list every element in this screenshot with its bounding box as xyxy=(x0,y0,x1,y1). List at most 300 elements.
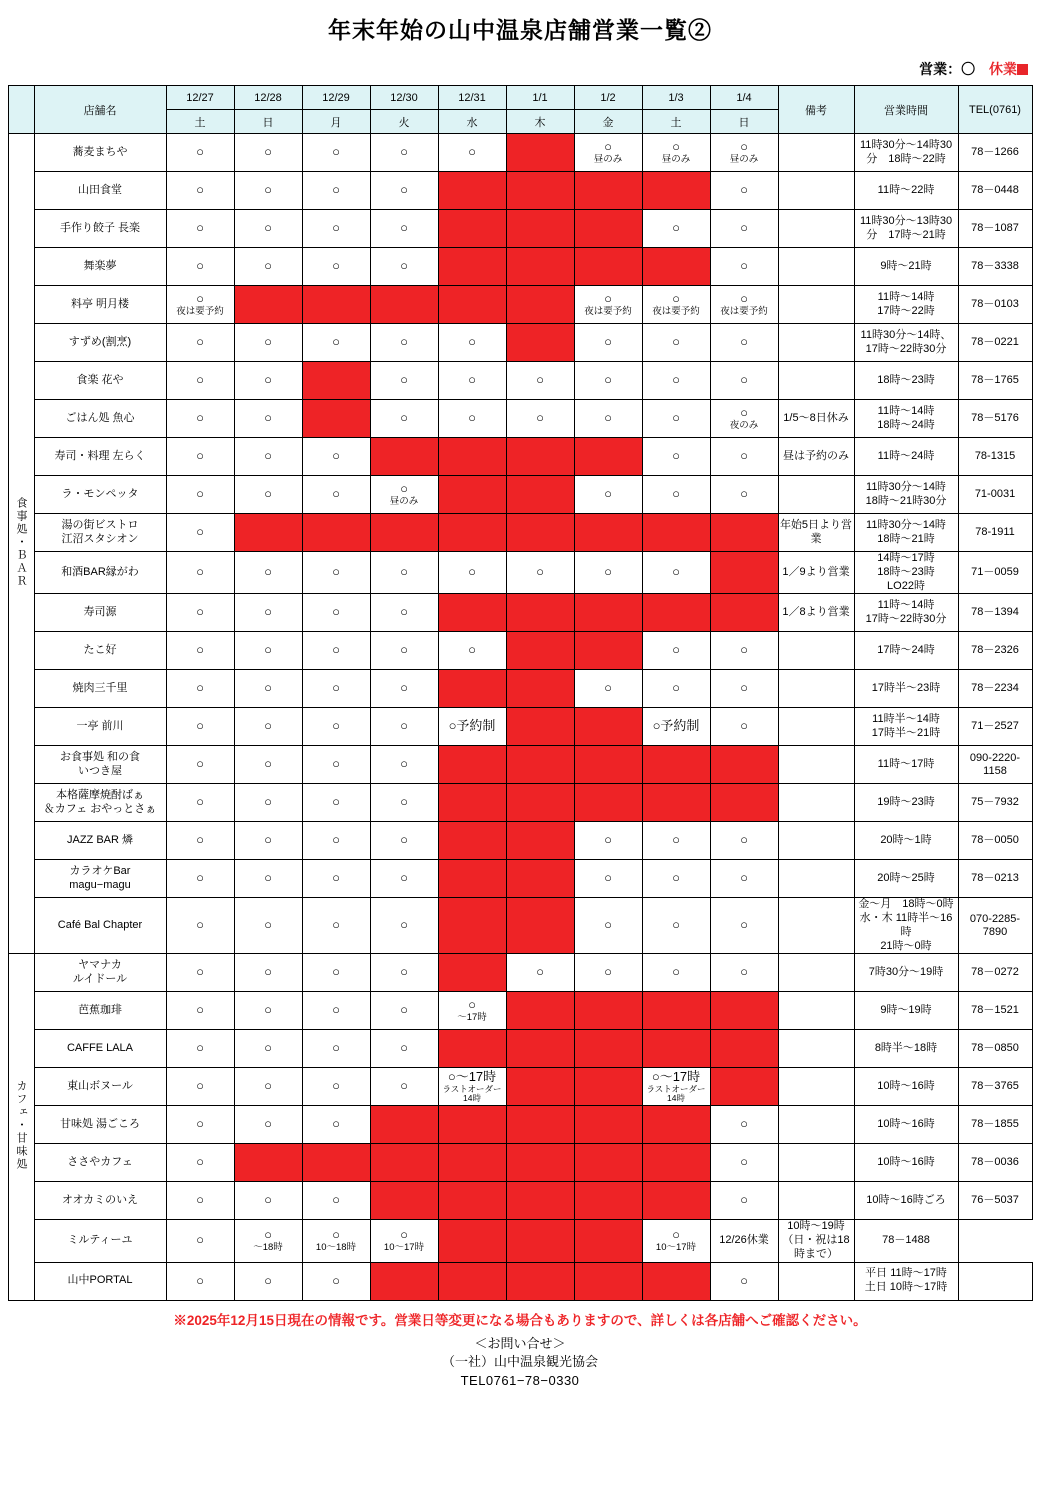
hours-cell: 11時半〜14時 17時半〜21時 xyxy=(854,708,958,746)
status-open: ○ xyxy=(166,1220,234,1262)
status-open: ○ xyxy=(370,134,438,172)
hours-cell: 9時〜19時 xyxy=(854,992,958,1030)
status-closed xyxy=(506,708,574,746)
status-open: ○ xyxy=(166,594,234,632)
status-closed xyxy=(506,1262,574,1300)
status-closed xyxy=(438,286,506,324)
table-row xyxy=(8,324,1032,362)
status-closed xyxy=(302,362,370,400)
shop-name-cell: 料亭 明月楼 xyxy=(34,286,166,324)
status-open: ○ xyxy=(234,670,302,708)
table-row xyxy=(8,822,1032,860)
status-closed xyxy=(574,514,642,552)
status-open: ○ 夜は要予約 xyxy=(166,286,234,324)
remark-cell xyxy=(778,476,854,514)
hours-cell: 20時〜1時 xyxy=(854,822,958,860)
table-row xyxy=(8,708,1032,746)
tel-cell: 78－2234 xyxy=(958,670,1032,708)
status-closed xyxy=(642,248,710,286)
status-open: ○ xyxy=(234,1262,302,1300)
business-hours-table xyxy=(8,85,1033,1301)
status-closed xyxy=(438,210,506,248)
tel-cell: 78－0103 xyxy=(958,286,1032,324)
remark-cell xyxy=(778,1030,854,1068)
status-open: ○ xyxy=(370,670,438,708)
header-date-2: 12/28 xyxy=(234,86,302,110)
status-open: ○ xyxy=(506,400,574,438)
table-row xyxy=(8,954,1032,992)
status-open: ○ xyxy=(234,1106,302,1144)
tel-cell: 78－1266 xyxy=(958,134,1032,172)
hours-cell: 11時〜24時 xyxy=(854,438,958,476)
status-open: ○ xyxy=(166,784,234,822)
status-closed xyxy=(438,1106,506,1144)
status-open: ○ xyxy=(642,860,710,898)
category-label-2: カフェ・甘味処 xyxy=(8,954,34,1300)
remark-cell: 1／9より営業 xyxy=(778,552,854,594)
tel-cell: 78－0050 xyxy=(958,822,1032,860)
status-open: ○ xyxy=(642,324,710,362)
shop-name-cell: 甘味処 湯ごころ xyxy=(34,1106,166,1144)
shop-name-cell: カラオケBar magu−magu xyxy=(34,860,166,898)
status-open: ○ xyxy=(166,1106,234,1144)
status-open: ○ xyxy=(302,670,370,708)
status-closed xyxy=(574,1220,642,1262)
table-row xyxy=(8,746,1032,784)
status-open: ○ xyxy=(166,954,234,992)
status-open: ○ xyxy=(166,476,234,514)
tel-cell: 78－0448 xyxy=(958,172,1032,210)
status-open: ○ xyxy=(302,898,370,954)
header-date-3: 12/29 xyxy=(302,86,370,110)
status-open: ○ xyxy=(574,822,642,860)
shop-name-cell: ささやカフェ xyxy=(34,1144,166,1182)
shop-name-cell: 山中PORTAL xyxy=(34,1262,166,1300)
status-closed xyxy=(506,784,574,822)
shop-name-cell: 和酒BAR縁がわ xyxy=(34,552,166,594)
status-open: ○ xyxy=(166,248,234,286)
status-open: ○ xyxy=(574,954,642,992)
status-closed xyxy=(506,670,574,708)
status-closed xyxy=(710,594,778,632)
status-open: ○ xyxy=(710,954,778,992)
status-closed xyxy=(438,898,506,954)
status-closed xyxy=(710,1030,778,1068)
status-open: ○ xyxy=(370,324,438,362)
status-closed xyxy=(642,784,710,822)
tel-cell: 71－0059 xyxy=(958,552,1032,594)
status-open: ○ xyxy=(370,594,438,632)
tel-cell xyxy=(958,1262,1032,1300)
table-row xyxy=(8,860,1032,898)
hours-cell: 11時〜14時 17時〜22時30分 xyxy=(854,594,958,632)
status-closed xyxy=(506,514,574,552)
status-closed xyxy=(506,1106,574,1144)
status-open: ○ 夜のみ xyxy=(710,400,778,438)
remark-cell xyxy=(778,248,854,286)
status-open: ○ xyxy=(302,476,370,514)
status-open: ○ xyxy=(234,632,302,670)
status-open: ○ xyxy=(370,784,438,822)
legend-closed-label: 休業 xyxy=(989,61,1028,77)
table-row xyxy=(8,476,1032,514)
header-dow-4: 火 xyxy=(370,110,438,134)
status-open: ○ xyxy=(642,438,710,476)
status-closed xyxy=(506,860,574,898)
status-open: ○ xyxy=(438,134,506,172)
status-closed xyxy=(574,1030,642,1068)
status-open: ○ xyxy=(710,476,778,514)
status-open: ○ xyxy=(234,746,302,784)
tel-cell: 78－5176 xyxy=(958,400,1032,438)
table-row xyxy=(8,992,1032,1030)
table-row xyxy=(8,210,1032,248)
status-open: ○ xyxy=(166,898,234,954)
status-open: ○ xyxy=(370,632,438,670)
status-open: ○ xyxy=(234,1030,302,1068)
status-closed xyxy=(438,438,506,476)
status-closed xyxy=(506,1220,574,1262)
status-open: ○ xyxy=(166,708,234,746)
header-date-9: 1/4 xyxy=(710,86,778,110)
status-open: ○ xyxy=(166,1182,234,1220)
status-open: ○ xyxy=(574,552,642,594)
shop-name-cell: 一亭 前川 xyxy=(34,708,166,746)
status-open: ○ xyxy=(166,362,234,400)
status-closed xyxy=(642,746,710,784)
status-open: ○ xyxy=(370,860,438,898)
status-open: ○ xyxy=(642,632,710,670)
shop-name-cell: 湯の街ビストロ 江沼スタシオン xyxy=(34,514,166,552)
status-open: ○ xyxy=(370,898,438,954)
status-open: ○ xyxy=(370,210,438,248)
status-open: ○ xyxy=(234,362,302,400)
hours-cell: 9時〜21時 xyxy=(854,248,958,286)
hours-cell: 17時半〜23時 xyxy=(854,670,958,708)
status-closed xyxy=(506,898,574,954)
tel-cell: 070-2285-7890 xyxy=(958,898,1032,954)
status-open: ○ xyxy=(166,514,234,552)
status-open: ○ xyxy=(574,324,642,362)
status-open: ○ xyxy=(642,954,710,992)
closed-swatch-icon xyxy=(1017,64,1028,75)
status-closed xyxy=(370,514,438,552)
shop-name-cell: ヤマナカ ルイドール xyxy=(34,954,166,992)
status-open: ○ 夜は要予約 xyxy=(642,286,710,324)
status-closed xyxy=(710,514,778,552)
table-row xyxy=(8,172,1032,210)
hours-cell: 8時半〜18時 xyxy=(854,1030,958,1068)
remark-cell xyxy=(778,362,854,400)
table-row xyxy=(8,632,1032,670)
category-label-1: 食事処・ＢＡＲ xyxy=(8,134,34,954)
status-open: ○ xyxy=(166,1144,234,1182)
status-open: ○ xyxy=(302,632,370,670)
contact-block xyxy=(0,1329,1040,1392)
hours-cell: 11時30分〜14時30分 18時〜22時 xyxy=(854,134,958,172)
status-closed xyxy=(438,1144,506,1182)
status-open: ○ xyxy=(302,552,370,594)
status-closed xyxy=(438,172,506,210)
status-open: ○ xyxy=(166,210,234,248)
table-row xyxy=(8,1262,1032,1300)
tel-cell: 78-1315 xyxy=(958,438,1032,476)
status-open: ○ xyxy=(710,708,778,746)
hours-cell: 11時〜14時 18時〜24時 xyxy=(854,400,958,438)
table-row xyxy=(8,1068,1032,1106)
status-open: ○ xyxy=(710,324,778,362)
remark-cell xyxy=(778,172,854,210)
status-open: ○ xyxy=(438,400,506,438)
shop-name-cell: ラ・モンペッタ xyxy=(34,476,166,514)
header-dow-7: 金 xyxy=(574,110,642,134)
status-closed xyxy=(710,992,778,1030)
table-body xyxy=(8,134,1032,1301)
status-open: ○ xyxy=(710,172,778,210)
status-open: ○ xyxy=(710,438,778,476)
status-open: ○ xyxy=(302,210,370,248)
footnote: ※2025年12月15日現在の情報です。営業日等変更になる場合もありますので、詳しくは各店舗へご確認ください。 xyxy=(173,1312,867,1328)
status-open: ○ 昼のみ xyxy=(574,134,642,172)
status-closed xyxy=(506,632,574,670)
status-open: ○ 夜は要予約 xyxy=(574,286,642,324)
remark-cell xyxy=(778,134,854,172)
status-open: ○ xyxy=(302,438,370,476)
status-closed xyxy=(506,172,574,210)
status-open: ○ xyxy=(234,210,302,248)
hours-cell: 18時〜23時 xyxy=(854,362,958,400)
tel-cell: 78－0213 xyxy=(958,860,1032,898)
hours-cell: 14時〜17時 18時〜23時 LO22時 xyxy=(854,552,958,594)
shop-name-cell: 寿司源 xyxy=(34,594,166,632)
table-header xyxy=(8,86,1032,134)
status-closed xyxy=(506,210,574,248)
status-closed xyxy=(438,822,506,860)
status-closed xyxy=(574,632,642,670)
table-row xyxy=(8,898,1032,954)
status-open: ○ xyxy=(574,898,642,954)
status-closed xyxy=(438,954,506,992)
status-closed xyxy=(302,400,370,438)
status-open: ○ xyxy=(574,860,642,898)
status-open: ○ xyxy=(710,670,778,708)
shop-name-cell: 東山ボヌール xyxy=(34,1068,166,1106)
tel-cell: 71-0031 xyxy=(958,476,1032,514)
status-open: ○ xyxy=(574,362,642,400)
remark-cell xyxy=(778,784,854,822)
hours-cell: 10時〜16時 xyxy=(854,1106,958,1144)
tel-cell: 78－0221 xyxy=(958,324,1032,362)
status-open: ○ xyxy=(370,400,438,438)
status-open: ○〜17時 ラストオーダー14時 xyxy=(642,1068,710,1106)
status-open: ○ xyxy=(234,822,302,860)
status-closed xyxy=(574,1106,642,1144)
hours-cell: 金〜月 18時〜0時 水・木 11時半〜16時 21時〜0時 xyxy=(854,898,958,954)
status-open: ○ xyxy=(710,1144,778,1182)
status-closed xyxy=(302,514,370,552)
header-dow-6: 木 xyxy=(506,110,574,134)
status-closed xyxy=(370,1262,438,1300)
status-open: ○〜17時 ラストオーダー14時 xyxy=(438,1068,506,1106)
table-row xyxy=(8,552,1032,594)
status-open: ○ xyxy=(642,362,710,400)
remark-cell xyxy=(778,708,854,746)
legend xyxy=(0,45,1040,79)
status-open: ○ xyxy=(438,362,506,400)
status-closed xyxy=(642,992,710,1030)
status-closed xyxy=(438,746,506,784)
status-open: ○ xyxy=(642,476,710,514)
tel-cell: 75－7932 xyxy=(958,784,1032,822)
status-open: ○ xyxy=(370,746,438,784)
status-open: ○ xyxy=(166,1030,234,1068)
status-open: ○ xyxy=(302,594,370,632)
status-closed xyxy=(710,784,778,822)
status-open: ○ xyxy=(370,708,438,746)
status-open: ○ 10〜17時 xyxy=(642,1220,710,1262)
header-dow-2: 日 xyxy=(234,110,302,134)
header-shop-name: 店舗名 xyxy=(34,86,166,134)
status-open: ○ 10〜18時 xyxy=(302,1220,370,1262)
status-open: ○ xyxy=(642,400,710,438)
tel-cell: 78－1855 xyxy=(958,1106,1032,1144)
status-open: ○ xyxy=(234,476,302,514)
header-date-5: 12/31 xyxy=(438,86,506,110)
status-closed xyxy=(370,1182,438,1220)
status-closed xyxy=(302,286,370,324)
status-closed xyxy=(574,784,642,822)
status-open: ○ xyxy=(234,1068,302,1106)
status-open: ○ xyxy=(710,860,778,898)
remark-cell: 昼は予約のみ xyxy=(778,438,854,476)
tel-cell: 090-2220-1158 xyxy=(958,746,1032,784)
status-closed xyxy=(642,594,710,632)
status-open: ○ xyxy=(574,476,642,514)
status-open: ○ xyxy=(302,954,370,992)
status-open: ○ xyxy=(574,670,642,708)
status-closed xyxy=(710,746,778,784)
remark-cell xyxy=(778,1106,854,1144)
status-open: ○ xyxy=(302,324,370,362)
status-open: ○ xyxy=(234,172,302,210)
status-open: ○ xyxy=(234,898,302,954)
status-open: ○ xyxy=(370,362,438,400)
status-closed xyxy=(438,594,506,632)
hours-cell: 10時〜19時 （日・祝は18時まで） xyxy=(778,1220,854,1262)
tel-cell: 78－0036 xyxy=(958,1144,1032,1182)
status-open: ○ xyxy=(370,172,438,210)
remark-cell xyxy=(778,286,854,324)
status-closed xyxy=(574,1262,642,1300)
status-open: ○ xyxy=(710,1182,778,1220)
table-row xyxy=(8,1030,1032,1068)
status-open: ○ 昼のみ xyxy=(710,134,778,172)
remark-cell xyxy=(778,1068,854,1106)
remark-cell xyxy=(778,1182,854,1220)
tel-cell: 78－1087 xyxy=(958,210,1032,248)
status-open: ○ xyxy=(710,1262,778,1300)
status-closed xyxy=(438,860,506,898)
header-tel: TEL(0761) xyxy=(958,86,1032,134)
hours-cell: 平日 11時〜17時 土日 10時〜17時 xyxy=(854,1262,958,1300)
hours-cell: 11時30分〜14時、17時〜22時30分 xyxy=(854,324,958,362)
hours-cell: 17時〜24時 xyxy=(854,632,958,670)
status-open: ○ 夜は要予約 xyxy=(710,286,778,324)
status-open: ○ xyxy=(166,746,234,784)
status-open: ○ xyxy=(166,670,234,708)
status-open: ○ xyxy=(710,632,778,670)
shop-name-cell: 芭蕉珈琲 xyxy=(34,992,166,1030)
tel-cell: 78－1488 xyxy=(854,1220,958,1262)
status-open: ○ xyxy=(302,248,370,286)
status-open: ○ xyxy=(234,552,302,594)
status-closed xyxy=(506,286,574,324)
status-open: ○予約制 xyxy=(642,708,710,746)
status-closed xyxy=(642,1182,710,1220)
status-open: ○ xyxy=(234,400,302,438)
tel-cell: 78－1394 xyxy=(958,594,1032,632)
status-closed xyxy=(574,594,642,632)
status-closed xyxy=(506,324,574,362)
header-date-6: 1/1 xyxy=(506,86,574,110)
status-closed xyxy=(642,1106,710,1144)
status-closed xyxy=(506,438,574,476)
table-row xyxy=(8,1144,1032,1182)
shop-name-cell: ごはん処 魚心 xyxy=(34,400,166,438)
legend-open-label: 営業：〇 xyxy=(919,61,976,77)
shop-name-cell: 舞楽夢 xyxy=(34,248,166,286)
status-open: ○ xyxy=(710,362,778,400)
shop-name-cell: オオカミのいえ xyxy=(34,1182,166,1220)
status-open: ○ xyxy=(234,324,302,362)
status-open: ○ xyxy=(370,822,438,860)
status-open: ○ xyxy=(710,210,778,248)
remark-cell: 年始5日より営業 xyxy=(778,514,854,552)
shop-name-cell: 食楽 花や xyxy=(34,362,166,400)
status-closed xyxy=(506,1068,574,1106)
status-closed xyxy=(506,992,574,1030)
contact-tel: TEL0761−78−0330 xyxy=(460,1373,580,1389)
status-open: ○ xyxy=(302,1030,370,1068)
header-date-4: 12/30 xyxy=(370,86,438,110)
status-open: ○ xyxy=(710,898,778,954)
status-closed xyxy=(438,514,506,552)
status-closed xyxy=(438,476,506,514)
contact-heading: ＜お問い合せ＞ xyxy=(474,1335,566,1351)
tel-cell: 78－0850 xyxy=(958,1030,1032,1068)
status-open: ○ xyxy=(234,594,302,632)
table-row xyxy=(8,438,1032,476)
status-open: ○ xyxy=(302,860,370,898)
status-open: ○ xyxy=(438,324,506,362)
hours-cell: 7時30分〜19時 xyxy=(854,954,958,992)
status-open: ○ xyxy=(506,552,574,594)
tel-cell: 78－2326 xyxy=(958,632,1032,670)
table-row xyxy=(8,784,1032,822)
table-row xyxy=(8,134,1032,172)
status-closed xyxy=(574,708,642,746)
shop-name-cell: 焼肉三千里 xyxy=(34,670,166,708)
hours-cell: 10時〜16時 xyxy=(854,1144,958,1182)
shop-name-cell: 本格薩摩焼酎ばぁ ＆カフェ おやっとさぁ xyxy=(34,784,166,822)
status-closed xyxy=(574,438,642,476)
status-open: ○ xyxy=(438,552,506,594)
remark-cell: 1／8より営業 xyxy=(778,594,854,632)
status-closed xyxy=(642,1262,710,1300)
status-open: ○ xyxy=(166,1068,234,1106)
status-open: ○ xyxy=(166,324,234,362)
status-open: ○ xyxy=(234,248,302,286)
